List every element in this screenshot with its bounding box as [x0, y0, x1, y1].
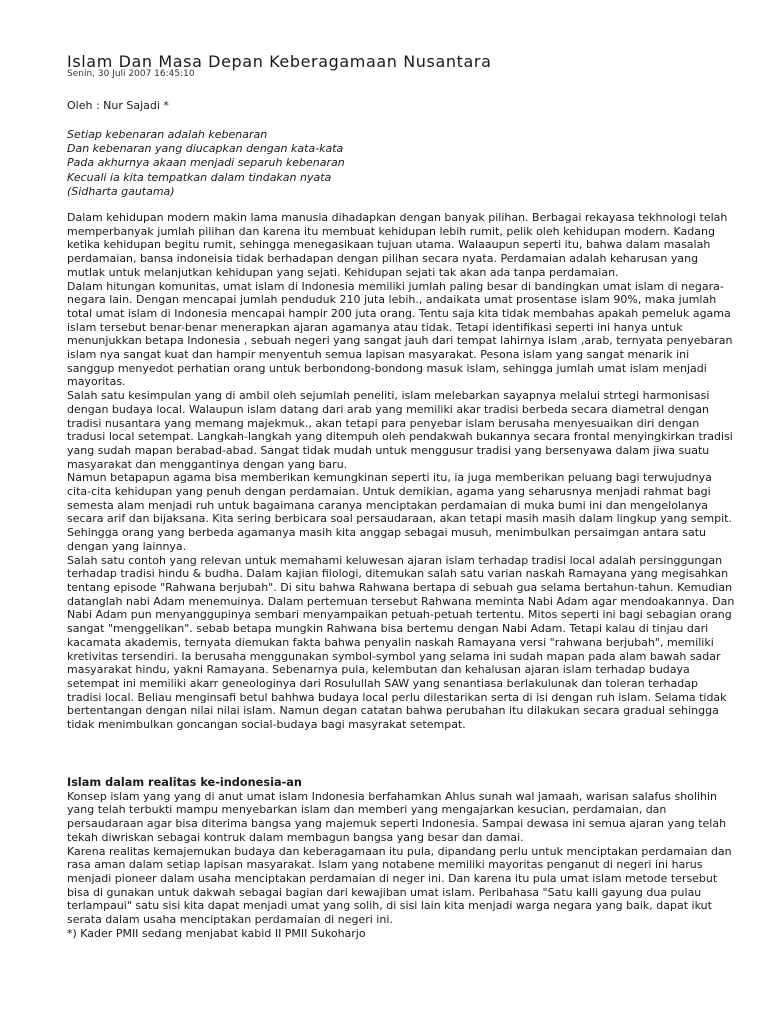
section-paragraph: Konsep islam yang yang di anut umat islam Indonesia berfahamkan Ahlus sunah wal jamaah, warisan salafus sholihin yang telah terbukti mampu menyebarkan islam dan memberi yang mengajarkan kesucian, perdamaian, dan persaudaraan agar bisa diterima bangsa yang majemuk seperti Indonesia. Sampai dewasa ini semua ajaran yang telah tekah diwriskan sebagai kontruk dalam membagun bangsa yang besar dan damai. [67, 789, 727, 844]
body-paragraph: Salah satu contoh yang relevan untuk memahami keluwesan ajaran islam terhadap tradisi local adalah persinggungan terhadap tradisi hindu & budha. Dalam kajian filologi, ditemukan salah satu varian naskah Ramayana yang megisahkan tentang episode "Rahwana berjubah". Di situ bahwa Rahwana bertapa di sebuah gua selama bertahun-tahun. Kemudian datanglah nabi Adam menemuinya. Dalam pertemuan tersebut Rahwana meminta Nabi Adam agar mendoakannya. Dan Nabi Adam pun menyanggupinya sembari menyampaikan petuah-petuah tertentu. Mitos seperti ini bagi sebagian orang sangat "menggelikan". sebab betapa mungkin Rahwana bisa bertemu dengan Nabi Adam. Tetapi kalau di tinjau dari kacamata akademis, ternyata diemukan fakta bahwa penyalin naskah Ramayana versi "rahwana berjubah", memiliki kretivitas tersendiri. Ia berusaha menggunakan symbol-symbol yang selama ini sudah mapan pada alam bawah sadar masyarakat hindu, yakni Ramayana. Sebenarnya pula, kelembutan dan kehalusan ajaran islam terhadap budaya setempat ini memiliki akarr geneologinya dari Rosulullah SAW yang senantiasa berlakulunak dan toleran terhadap tradisi local. Beliau menginsafi betul bahhwa budaya local perlu dilestarikan serta di isi dengan ruh islam. Selama tidak bertentangan dengan nilai nilai islam. Namun degan catatan bahwa perubahan itu dilakukan secara gradual sehingga tidak menimbulkan goncangan social-budaya bagi masyrakat setempat. [67, 553, 735, 732]
section-paragraph: Karena realitas kemajemukan budaya dan keberagamaan itu pula, dipandang perlu untuk menciptakan perdamaian dan rasa aman dalam setiap lapisan masyarakat. Islam yang notabene memiliki mayoritas penganut di negeri ini harus menjadi pioneer dalam usaha menciptakan perdamaian di neger ini. Dan karena itu pula umat islam metode tersebut bisa di gunakan untuk dakwah sebagai bagian dari kewajiban umat islam. Peribahasa "Satu kalli gayung dua pulau terlampaui" satu sisi kita dapat menjadi umat yang solih, di sisi lain kita menjadi warga negara yang baik, dapat ikut serata dalam usaha menciptakan perdamaian di negeri ini. [67, 844, 732, 927]
epigraph [67, 128, 345, 199]
epigraph-line: Pada akhurnya akaan menjadi separuh kebenaran [67, 156, 345, 170]
body-paragraph: Dalam hitungan komunitas, umat islam di Indonesia memiliki jumlah paling besar di bandingkan umat islam di negara-negara lain. Dengan mencapai jumlah penduduk 210 juta lebih., andaikata umat prosentase islam 90%, maka jumlah total umat islam di Indonesia mencapai hampir 200 juta orang. Tentu saja kita tidak membahas apakah pemeluk agama islam tersebut benar-benar menerapkan ajaran agamanya atau tidak. Tetapi identifikasi seperti ini hanya untuk menunjukkan betapa Indonesia , sebuah negeri yang sangat jauh dari tempat lahirnya islam ,arab, ternyata penyebaran islam nya sangat kuat dan hampir menyentuh semua lapisan masyarakat. Pesona islam yang sangat menarik ini sanggup menyedot perhatian orang untuk berbondong-bondong masuk islam, sehingga jumlah umat islam menjadi mayoritas. [67, 279, 733, 389]
body-paragraph: Dalam kehidupan modern makin lama manusia dihadapkan dengan banyak pilihan. Berbagai rekayasa tekhnologi telah memperbanyak jumlah pilihan dan karena itu membuat kehidupan lebih rumit, pelik oleh kehidupan modern. Kadang ketika kehidupan begitu rumit, sehingga menegasikaan tujuan utama. Walaaupun seperti itu, bahwa dalam masalah perdamaian, bansa indoneisia tidak berhadapan dengan pilihan secara nyata. Perdamaian adalah keharusan yang mutlak untuk melanjutkan kehidupan yang sejati. Kehidupan sejati tak akan ada tanpa perdamaian. [67, 211, 728, 279]
author-line: Oleh : Nur Sajadi * [67, 99, 169, 112]
epigraph-line: Setiap kebenaran adalah kebenaran [67, 128, 268, 141]
article-body [67, 211, 735, 732]
article-title: Islam Dan Masa Depan Keberagamaan Nusantara [67, 52, 492, 71]
article-section [67, 776, 735, 940]
epigraph-line: Dan kebenaran yang diucapkan dengan kata-kata [67, 142, 344, 156]
epigraph-line: Kecuali ia kita tempatkan dalam tindakan nyata [67, 170, 332, 184]
body-paragraph: Salah satu kesimpulan yang di ambil oleh sejumlah peneliti, islam melebarkan sayapnya melalui strtegi harmonisasi dengan budaya local. Walaupun islam datang dari arab yang memiliki akar tradisi berbeda secara diametral dengan tradisi nusantara yang memang majekmuk., akan tetapi para penyebar islam berusaha menyesuaikan diri dengan tradusi local setempat. Langkah-langkah yang ditempuh oleh pendakwah bukannya secara frontal menyingkirkan tradisi yang sudah mapan berabad-abad. Sangat tidak mudah untuk menggusur tradisi yang bersenyawa dalam jiwa suatu masyarakat dan menggantinya dengan yang baru. [67, 389, 733, 471]
epigraph-attribution: (Sidharta gautama) [67, 184, 175, 198]
section-heading: Islam dalam realitas ke-indonesia-an [67, 776, 302, 789]
publish-date: Senin, 30 Juli 2007 16:45:10 [67, 69, 195, 79]
body-paragraph: Namun betapapun agama bisa memberikan kemungkinan seperti itu, ia juga memberikan peluang bagi terwujudnya cita-cita kehidupan yang penuh dengan perdamaian. Untuk demikian, agama yang seharusnya menjadi rahmat bagi semesta alam menjadi ruh untuk bagaimana caranya menciptakan perdamaian di muka bumi ini dan mengelolanya secara arif dan bijaksana. Kita sering berbicara soal persaudaraan, akan tetapi masih masih dalam lingkup yang sempit. Sehingga orang yang berbeda agamanya masih kita anggap sebagai musuh, menimbulkan persaimgan antara satu dengan yang lainnya. [67, 471, 732, 553]
author-footnote: *) Kader PMII sedang menjabat kabid II PMII Sukoharjo [67, 926, 366, 940]
